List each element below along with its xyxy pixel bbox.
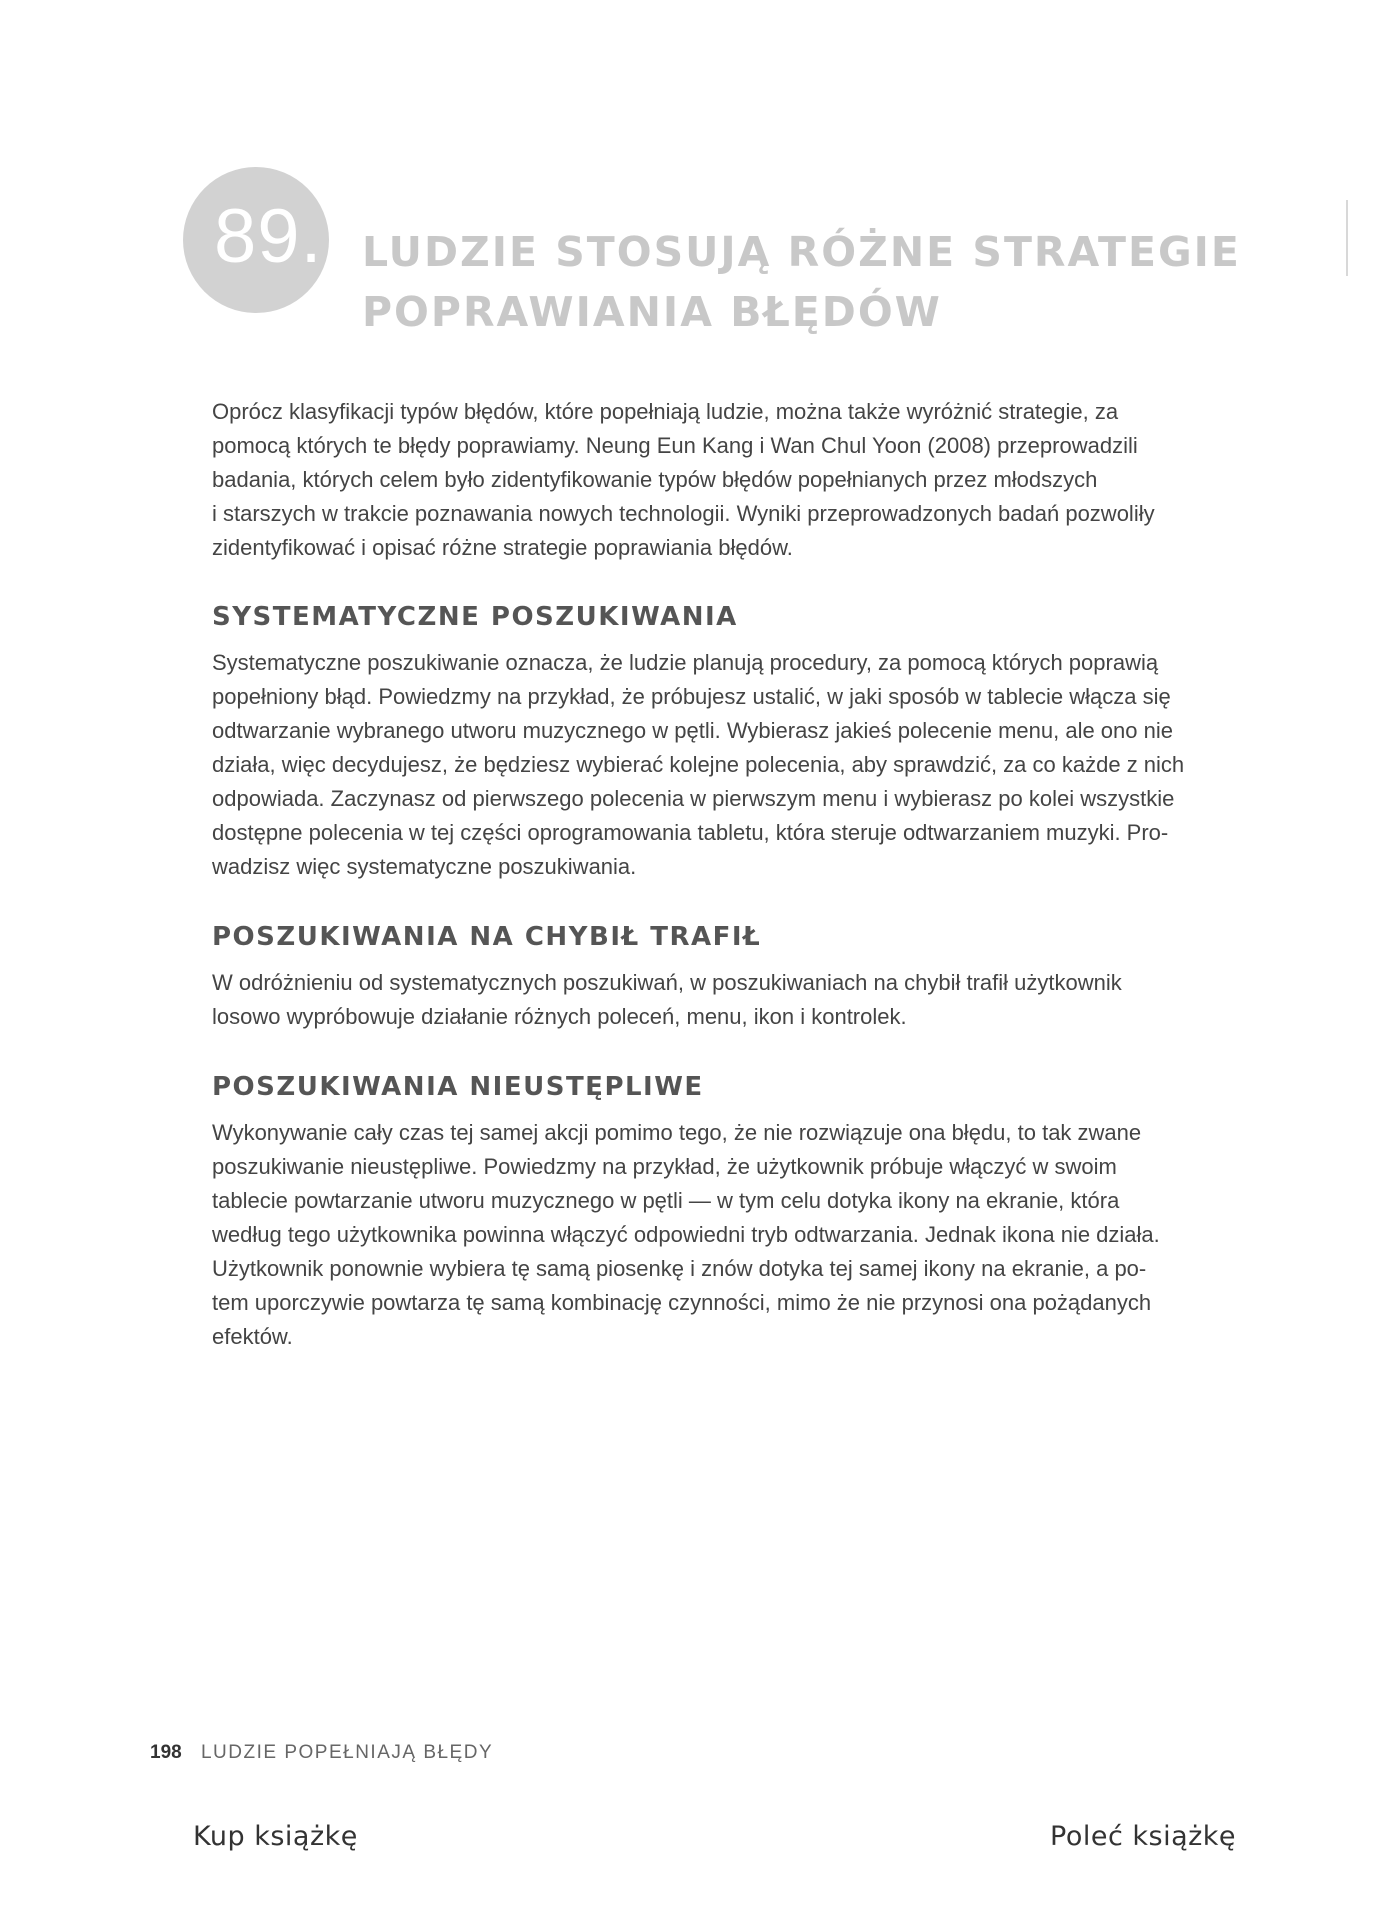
text-line: dostępne polecenia w tej części oprogramowania tabletu, która steruje odtwarzaniem muzyki. Pro- [212, 820, 1169, 845]
running-title: LUDZIE POPEŁNIAJĄ BŁĘDY [200, 1742, 494, 1763]
text-line: popełniony błąd. Powiedzmy na przykład, że próbujesz ustalić, w jaki sposób w tablecie włącza się [212, 684, 1171, 709]
page-edge-divider [1346, 200, 1348, 276]
buy-book-link[interactable]: Kup książkę [193, 1821, 358, 1852]
chapter-body [212, 395, 1185, 1354]
section-paragraph-random [212, 966, 1182, 1034]
text-line: Użytkownik ponownie wybiera tę samą piosenkę i znów dotyka tej samej ikony na ekranie, a po- [212, 1256, 1147, 1281]
text-line: tem uporczywie powtarza tę samą kombinację czynności, mimo że nie przynosi ona pożądanych [212, 1290, 1152, 1315]
text-line: losowo wypróbowuje działanie różnych poleceń, menu, ikon i kontrolek. [212, 1004, 907, 1029]
text-line: badania, których celem było zidentyfikowanie typów błędów popełnianych przez młodszych [212, 467, 1098, 492]
chapter-title [362, 222, 1262, 342]
text-line: W odróżnieniu od systematycznych poszukiwań, w poszukiwaniach na chybił trafił użytkownik [212, 970, 1122, 995]
section-paragraph-systematic [212, 646, 1185, 884]
text-line: działa, więc decydujesz, że będziesz wybierać kolejne polecenia, aby sprawdzić, za co każde z nich [212, 752, 1185, 777]
text-line: pomocą których te błędy poprawiamy. Neung Eun Kang i Wan Chul Yoon (2008) przeprowadzili [212, 433, 1138, 458]
text-line: zidentyfikować i opisać różne strategie poprawiania błędów. [212, 535, 793, 560]
section-heading-systematic: SYSTEMATYCZNE POSZUKIWANIA [212, 602, 738, 632]
text-line: Systematyczne poszukiwanie oznacza, że ludzie planują procedury, za pomocą których poprawią [212, 650, 1159, 675]
section-heading-persistent: POSZUKIWANIA NIEUSTĘPLIWE [212, 1072, 704, 1102]
text-line: wadzisz więc systematyczne poszukiwania. [212, 854, 637, 879]
page-number: 198 [150, 1742, 182, 1763]
chapter-title-line: LUDZIE STOSUJĄ RÓŻNE STRATEGIE [362, 228, 1241, 276]
text-line: odtwarzanie wybranego utworu muzycznego w pętli. Wybierasz jakieś polecenie menu, ale ono nie [212, 718, 1173, 743]
text-line: i starszych w trakcie poznawania nowych technologii. Wyniki przeprowadzonych badań pozwoliły [212, 501, 1155, 526]
section-paragraph-persistent [212, 1116, 1182, 1354]
intro-paragraph [212, 395, 1182, 565]
text-line: poszukiwanie nieustępliwe. Powiedzmy na przykład, że użytkownik próbuje włączyć w swoim [212, 1154, 1117, 1179]
text-line: efektów. [212, 1324, 293, 1349]
recommend-book-link[interactable]: Poleć książkę [1050, 1821, 1237, 1852]
text-line: Oprócz klasyfikacji typów błędów, które popełniają ludzie, można także wyróżnić strategie, za [212, 399, 1119, 424]
chapter-title-line: POPRAWIANIA BŁĘDÓW [362, 288, 942, 336]
page-footer [150, 1740, 493, 1766]
chapter-number: 89. [214, 194, 323, 279]
text-line: Wykonywanie cały czas tej samej akcji pomimo tego, że nie rozwiązuje ona błędu, to tak zwane [212, 1120, 1142, 1145]
section-heading-random: POSZUKIWANIA NA CHYBIŁ TRAFIŁ [212, 922, 762, 952]
text-line: według tego użytkownika powinna włączyć odpowiedni tryb odtwarzania. Jednak ikona nie działa. [212, 1222, 1160, 1247]
text-line: tablecie powtarzanie utworu muzycznego w pętli — w tym celu dotyka ikony na ekranie, która [212, 1188, 1120, 1213]
text-line: odpowiada. Zaczynasz od pierwszego polecenia w pierwszym menu i wybierasz po kolei wszystkie [212, 786, 1175, 811]
